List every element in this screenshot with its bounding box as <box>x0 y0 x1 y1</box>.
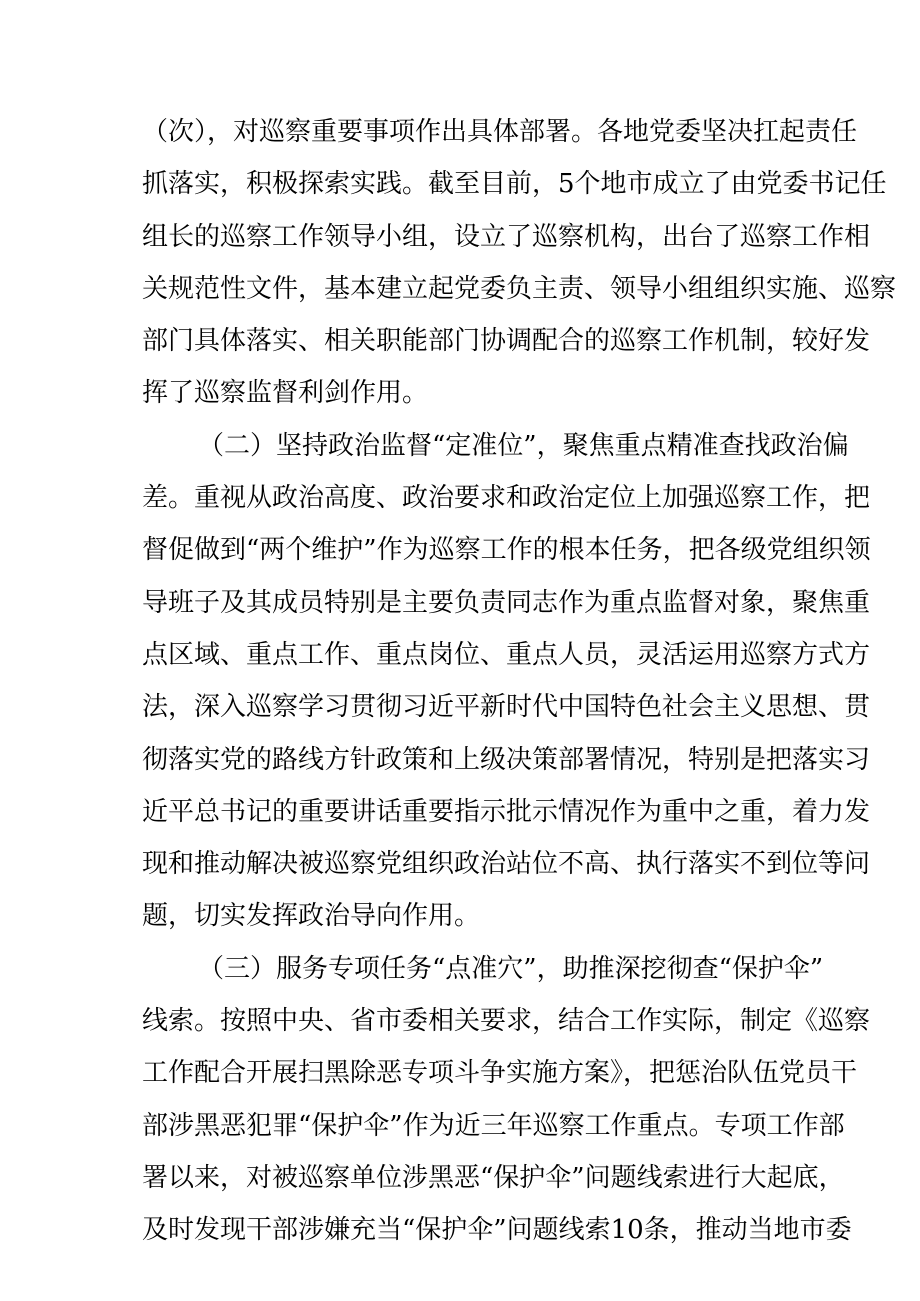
paragraph-3-line-3: 工作配合开展扫黑除恶专项斗争实施方案》，把惩治队伍党员干 <box>142 1058 858 1089</box>
paragraph-2-line-3: 督促做到“两个维护”作为巡察工作的根本任务，把各级党组织领 <box>142 535 871 566</box>
paragraph-2-line-2: 差。重视从政治高度、政治要求和政治定位上加强巡察工作，把 <box>142 483 871 514</box>
paragraph-1-line-5: 部门具体落实、相关职能部门协调配合的巡察工作机制，较好发 <box>142 326 871 357</box>
paragraph-1-line-3: 组长的巡察工作领导小组，设立了巡察机构，出台了巡察工作相 <box>142 221 871 252</box>
paragraph-1-line-1: （次），对巡察重要事项作出具体部署。各地党委坚决扛起责任 <box>142 117 858 147</box>
paragraph-3-line-2: 线索。按照中央、省市委相关要求，结合工作实际，制定《巡察 <box>142 1006 871 1037</box>
paragraph-3-line-5: 署以来，对被巡察单位涉黑恶“保护伞”问题线索进行大起底， <box>142 1162 845 1193</box>
paragraph-2-line-4: 导班子及其成员特别是主要负责同志作为重点监督对象，聚焦重 <box>142 587 871 618</box>
paragraph-2-line-9: 现和推动解决被巡察党组织政治站位不高、执行落实不到位等问 <box>142 849 871 880</box>
paragraph-1-line-2: 抓落实，积极探索实践。截至目前，5个地市成立了由党委书记任 <box>142 169 887 200</box>
paragraph-2-line-1: （二）坚持政治监督“定准位”，聚焦重点精准查找政治偏 <box>198 430 849 461</box>
paragraph-3-line-1: （三）服务专项任务“点准穴”，助推深挖彻查“保护伞” <box>198 953 824 984</box>
paragraph-2-line-8: 近平总书记的重要讲话重要指示批示情况作为重中之重，着力发 <box>142 796 871 827</box>
paragraph-1-line-6: 挥了巡察监督利剑作用。 <box>142 378 429 409</box>
paragraph-3-line-4: 部涉黑恶犯罪“保护伞”作为近三年巡察工作重点。专项工作部 <box>142 1110 845 1141</box>
paragraph-1-line-4: 关规范性文件，基本建立起党委负主责、领导小组组织实施、巡察 <box>142 273 897 304</box>
paragraph-3-line-6: 及时发现干部涉嫌充当“保护伞”问题线索10条，推动当地市委 <box>142 1215 852 1246</box>
paragraph-2-line-5: 点区域、重点工作、重点岗位、重点人员，灵活运用巡察方式方 <box>142 639 871 670</box>
paragraph-2-line-6: 法，深入巡察学习贯彻习近平新时代中国特色社会主义思想、贯 <box>142 692 871 723</box>
document-body <box>142 106 897 1257</box>
paragraph-2-line-10: 题，切实发挥政治导向作用。 <box>142 901 481 932</box>
paragraph-2-line-7: 彻落实党的路线方针政策和上级决策部署情况，特别是把落实习 <box>142 744 871 775</box>
